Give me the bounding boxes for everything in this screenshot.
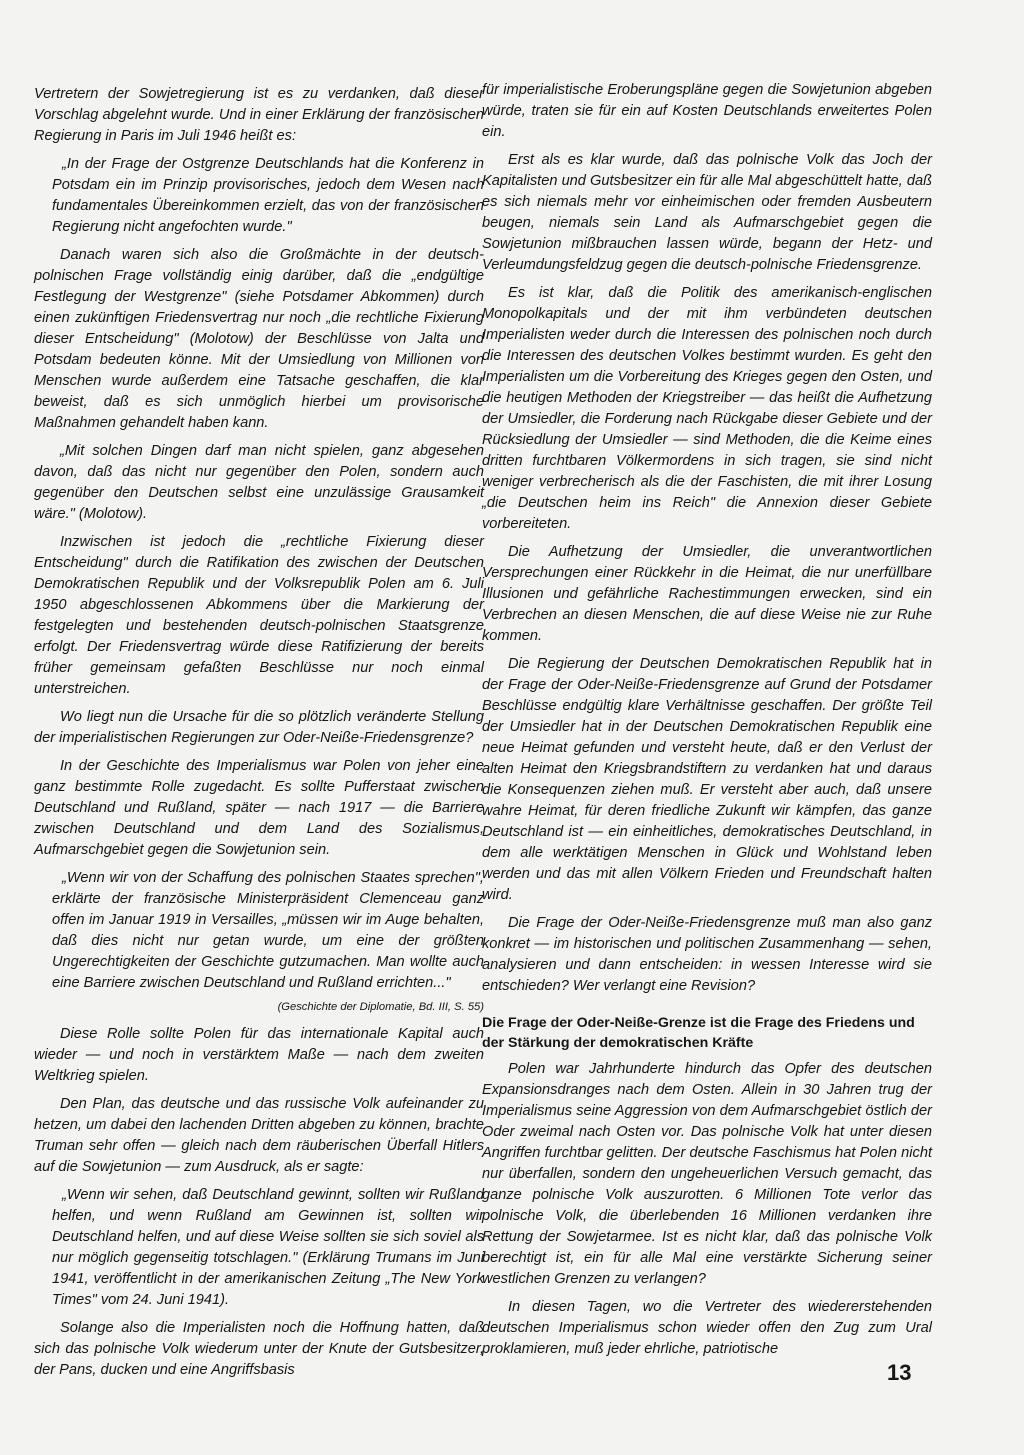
paragraph: Inzwischen ist jedoch die „rechtliche Fixierung dieser Entscheidung" durch die Ratifikation des zwischen der Deutschen Demokratischen Republik und der Volksrepublik Polen am 6. Juli 1950 abgeschlossenen Abkommens über die Markierung der festgelegten und bestehenden deutsch-polnischen Staatsgrenze erfolgt. Der Friedensvertrag würde diese Ratifizierung der bereits früher gemeinsam gefaßten Beschlüsse nur noch einmal unterstreichen. <box>34 534 484 697</box>
paragraph: „Mit solchen Dingen darf man nicht spielen, ganz abgesehen davon, daß das nicht nur gegenüber den Polen, sondern auch gegenüber den Deutschen selbst eine unzulässige Grausamkeit wäre." (Molotow). <box>34 443 484 522</box>
paragraph: Solange also die Imperialisten noch die Hoffnung hatten, daß sich das polnische Volk wiederum unter der Knute der Gutsbesitzer, der Pans, ducken und eine Angriffsbasis <box>34 1320 484 1378</box>
paragraph: Die Frage der Oder-Neiße-Friedensgrenze muß man also ganz konkret — im historischen und politischen Zusammenhang — sehen, analysieren und dann entscheiden: in wessen Interesse wird sie entschieden? Wer verlangt eine Revision? <box>482 915 932 994</box>
paragraph: Die Regierung der Deutschen Demokratischen Republik hat in der Frage der Oder-Neiße-Friedensgrenze auf Grund der Potsdamer Beschlüsse endgültig klare Verhältnisse geschaffen. Der größte Teil der Umsiedler hat in der Deutschen Demokratischen Republik eine neue Heimat gefunden und versteht heute, daß er den Verlust der alten Heimat den Kriegsbrandstiftern zu verdanken hat und daraus die Konsequenzen ziehen muß. Er versteht aber auch, daß unsere wahre Heimat, für deren friedliche Zukunft wir kämpfen, das ganze Deutschland ist — ein einheitliches, demokratisches Deutschland, in dem alle werktätigen Menschen in Glück und Wohlstand leben werden und das mit allen Völkern Frieden und Freundschaft halten wird. <box>482 656 932 903</box>
right-column <box>482 80 932 1367</box>
paragraph: Den Plan, das deutsche und das russische Volk aufeinander zu hetzen, um dabei den lachenden Dritten abgeben zu können, brachte Truman sehr offen — gleich nach dem räuberischen Überfall Hitlers auf die Sowjetunion — zum Ausdruck, als er sagte: <box>34 1096 484 1175</box>
paragraph: Die Aufhetzung der Umsiedler, die unverantwortlichen Versprechungen einer Rückkehr in die Heimat, die nur unerfüllbare Illusionen und gefährliche Rachestimmungen erwecken, sind ein Verbrechen an diesen Menschen, die auf diese Weise nie zur Ruhe kommen. <box>482 544 932 644</box>
paragraph: Wo liegt nun die Ursache für die so plötzlich veränderte Stellung der imperialistischen Regierungen zur Oder-Neiße-Friedensgrenze? <box>34 709 484 746</box>
quote-truman: „Wenn wir sehen, daß Deutschland gewinnt, sollten wir Rußland helfen, und wenn Rußland am Gewinnen ist, sollten wir Deutschland helfen, und auf diese Weise sollten sie sich soviel als nur möglich gegenseitig totschlagen." (Erklärung Trumans im Juni 1941, veröffentlicht in der amerikanischen Zeitung „The New York Times" vom 24. Juni 1941). <box>52 1187 484 1308</box>
paragraph: Danach waren sich also die Großmächte in der deutsch-polnischen Frage vollständig einig darüber, daß die „endgültige Festlegung der Westgrenze" (siehe Potsdamer Abkommen) durch einen zukünftigen Friedensvertrag nur noch „die rechtliche Fixierung dieser Entscheidung" (Molotow) der Beschlüsse von Jalta und Potsdam bedeuten könne. Mit der Umsiedlung von Millionen von Menschen wurde außerdem eine Tatsache geschaffen, die klar beweist, daß es sich unmöglich hierbei um provisorische Maßnahmen gehandelt haben kann. <box>34 247 484 431</box>
page-number: 13 <box>887 1360 912 1385</box>
paragraph: In der Geschichte des Imperialismus war Polen von jeher eine ganz bestimmte Rolle zugedacht. Es sollte Pufferstaat zwischen Deutschland und Rußland, später — nach 1917 — die Barriere zwischen Deutschland und dem Land des Sozialismus, Aufmarschgebiet gegen die Sowjetunion sein. <box>34 758 484 858</box>
paragraph: Es ist klar, daß die Politik des amerikanisch-englischen Monopolkapitals und der mit ihm verbündeten deutschen Imperialisten weder durch die Interessen des polnischen noch durch die Interessen des deutschen Volkes bestimmt wurden. Es geht den Imperialisten um die Vorbereitung des Krieges gegen den Osten, und die heutigen Methoden der Kriegstreiber — das heißt die Aufhetzung der Umsiedler, die Forderung nach Rückgabe dieser Gebiete und der Rücksiedlung der Umsiedler — sind Methoden, die die Keime eines dritten furchtbaren Völkermordens in sich tragen, sie sind nicht weniger verbrecherisch als die der Faschisten, die mit ihrer Losung „die Deutschen heim ins Reich" die Annexion dieser Gebiete vorbereiteten. <box>482 285 932 532</box>
citation-source: (Geschichte der Diplomatie, Bd. III, S. 55) <box>277 1001 484 1013</box>
quote-french-government: „In der Frage der Ostgrenze Deutschlands hat die Konferenz in Potsdam ein im Prinzip provisorisches, jedoch dem Wesen nach fundamentales Übereinkommen erzielt, das von der französischen Regierung nicht angefochten wurde." <box>52 156 484 235</box>
paragraph: für imperialistische Eroberungspläne gegen die Sowjetunion abgeben würde, traten sie für ein auf Kosten Deutschlands erweitertes Polen ein. <box>482 82 932 140</box>
quote-clemenceau: „Wenn wir von der Schaffung des polnischen Staates sprechen", erklärte der französische Ministerpräsident Clemenceau ganz offen im Januar 1919 in Versailles, „müssen wir im Auge behalten, daß dies nicht nur getan wurde, um eine der größten Ungerechtigkeiten der Geschichte gutzumachen. Man wollte auch eine Barriere zwischen Deutschland und Rußland errichten..." <box>52 870 484 991</box>
paragraph: Diese Rolle sollte Polen für das internationale Kapital auch wieder — und noch in verstärktem Maße — nach dem zweiten Weltkrieg spielen. <box>34 1026 484 1084</box>
section-heading: Die Frage der Oder-Neiße-Grenze ist die Frage des Friedens und der Stärkung der demokratischen Kräfte <box>482 1015 915 1051</box>
paragraph: Vertretern der Sowjetregierung ist es zu verdanken, daß dieser Vorschlag abgelehnt wurde. Und in einer Erklärung der französischen Regierung in Paris im Juli 1946 heißt es: <box>34 86 484 144</box>
paragraph: Polen war Jahrhunderte hindurch das Opfer des deutschen Expansionsdranges nach dem Osten. Allein in 30 Jahren trug der Imperialismus seine Aggression von dem Aufmarschgebiet östlich der Oder zweimal nach Osten vor. Das polnische Volk hat unter diesen Angriffen furchtbar gelitten. Der deutsche Faschismus hat Polen nicht nur überfallen, sondern den ungeheuerlichen Versuch gemacht, das ganze polnische Volk auszurotten. 6 Millionen Tote verlor das polnische Volk, die überlebenden 16 Millionen verdanken ihre Rettung der Sowjetarmee. Ist es nicht klar, daß das polnische Volk berechtigt ist, ein für alle Mal eine verstärkte Sicherung seiner westlichen Grenzen zu verlangen? <box>482 1061 932 1287</box>
paragraph: In diesen Tagen, wo die Vertreter des wiedererstehenden deutschen Imperialismus schon wieder offen den Zug zum Ural proklamieren, muß jeder ehrliche, patriotische <box>482 1299 932 1357</box>
paragraph: Erst als es klar wurde, daß das polnische Volk das Joch der Kapitalisten und Gutsbesitzer ein für alle Mal abgeschüttelt hatte, daß es sich niemals mehr vor einheimischen oder fremden Ausbeutern beugen, niemals sein Land als Aufmarschgebiet gegen die Sowjetunion mißbrauchen lassen würde, begann der Hetz- und Verleumdungsfeldzug gegen die deutsch-polnische Friedensgrenze. <box>482 152 932 273</box>
left-column <box>34 84 484 1388</box>
